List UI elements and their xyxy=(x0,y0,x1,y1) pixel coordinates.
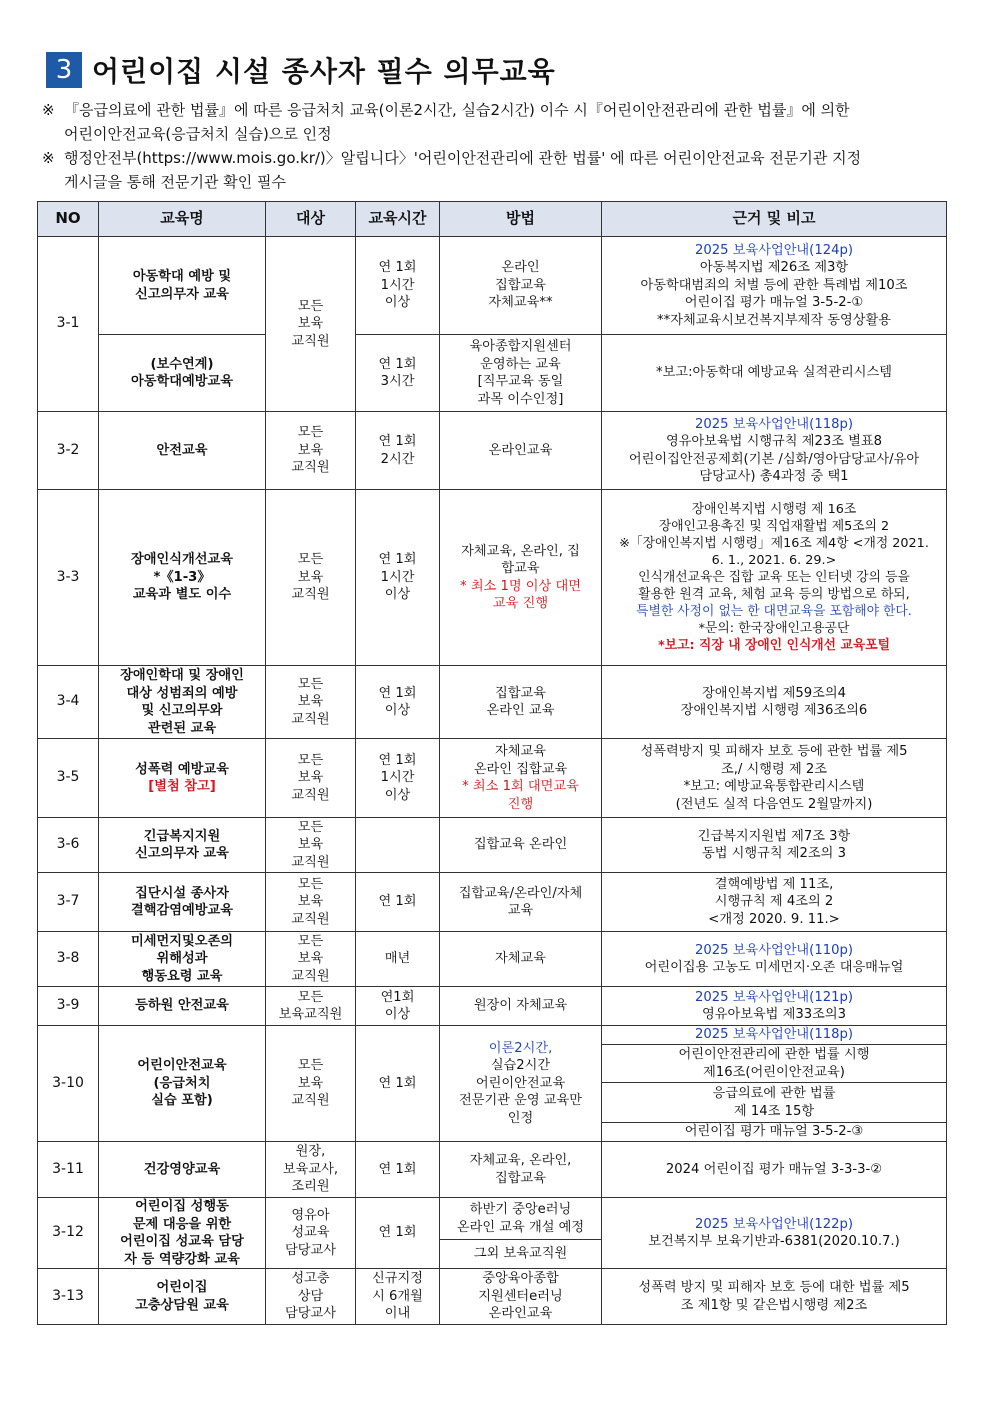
row-no: 3-13 xyxy=(38,1269,99,1325)
note xyxy=(602,818,947,873)
edu-time: 연 1회 xyxy=(356,1026,440,1142)
text-line: 보육교직원 xyxy=(278,1007,343,1022)
text-line: 어린이안전관리에 관한 법률 시행 xyxy=(678,1047,870,1062)
text-line: 지원센터e러닝 xyxy=(478,1288,563,1304)
text-line: 보육 xyxy=(297,837,324,853)
text-line: 모든 xyxy=(297,933,324,949)
text-line: 집합교육/온라인/자체 xyxy=(458,885,583,901)
table-row xyxy=(38,1269,947,1325)
text-line: 응급의료에 관한 법률 xyxy=(712,1086,836,1101)
text-line: 교직원 xyxy=(291,460,330,476)
text-line: ※「장애인복지법 시행령」제16조 제4항 <개정 2021. xyxy=(619,536,929,551)
row-no: 3-3 xyxy=(38,490,99,666)
edu-time xyxy=(356,1269,440,1325)
text-line: 연 1회 xyxy=(378,434,417,449)
note xyxy=(602,666,947,739)
text-line: 긴급복지지원법 제7조 3항 xyxy=(697,828,851,844)
target xyxy=(266,818,356,873)
text-line: 원장, xyxy=(295,1144,326,1160)
text-line: 아동학대 예방 및 xyxy=(132,269,232,284)
text-line: 담당교사) 총4과정 중 택1 xyxy=(699,469,849,484)
note xyxy=(602,1083,947,1123)
text-line: 연 1회 xyxy=(378,685,417,701)
text-line: 2025 보육사업안내(124p) xyxy=(694,242,854,258)
text-line: 보육 xyxy=(297,442,324,458)
text-line: 모든 xyxy=(297,298,324,314)
text-line: (전년도 실적 다음연도 2월말까지) xyxy=(675,796,873,812)
text-line: 긴급복지지원 xyxy=(143,828,221,844)
text-line: 중앙육아종합 xyxy=(482,1271,559,1287)
target xyxy=(266,987,356,1026)
note-line: 행정안전부(https://www.mois.go.kr/)〉알립니다〉'어린이안전관리에 관한 법률' 에 따른 어린이안전교육 전문기관 지정 xyxy=(64,149,862,167)
target xyxy=(266,1026,356,1142)
course-name xyxy=(99,932,266,987)
course-name xyxy=(99,666,266,739)
course-name xyxy=(99,739,266,818)
text-line: 특별한 사정이 없는 한 대면교육을 포함해야 한다. xyxy=(636,604,912,619)
text-line: 보육 xyxy=(297,951,324,967)
table-row xyxy=(38,490,947,666)
text-line: 담당교사 xyxy=(285,1306,336,1322)
note xyxy=(602,739,947,818)
row-no: 3-9 xyxy=(38,987,99,1026)
col-header-time: 교육시간 xyxy=(356,202,440,237)
note-line: 『응급의료에 관한 법률』에 따른 응급처치 교육(이론2시간, 실습2시간) 이수 시『어린이안전관리에 관한 법률』에 의한 xyxy=(64,101,850,119)
note xyxy=(602,932,947,987)
text-line: 자체교육, 온라인, xyxy=(469,1153,572,1168)
edu-time: 매년 xyxy=(356,932,440,987)
text-line: 1시간 xyxy=(380,569,415,585)
target xyxy=(266,412,356,490)
notes xyxy=(42,98,942,194)
text-line: 인식개선교육은 집합 교육 또는 인터넷 강의 등을 xyxy=(638,570,910,585)
text-line: 담당교사 xyxy=(285,1242,336,1258)
note: 2024 어린이집 평가 매뉴얼 3-3-3-② xyxy=(602,1142,947,1198)
table-row xyxy=(38,666,947,739)
method xyxy=(440,237,602,335)
course-name xyxy=(99,818,266,873)
text-line: 모든 xyxy=(297,552,324,568)
target xyxy=(266,873,356,932)
method: 자체교육 xyxy=(440,932,602,987)
text-line: 진행 xyxy=(507,796,534,812)
table-row xyxy=(38,873,947,932)
target xyxy=(266,490,356,666)
note xyxy=(602,412,947,490)
method xyxy=(440,1142,602,1198)
note xyxy=(602,1198,947,1269)
text-line: 모든 xyxy=(297,989,324,1005)
text-line: 어린이집안전공제회(기본 /심화/영아담당교사/유아 xyxy=(628,451,920,467)
note-2 xyxy=(42,146,942,194)
course-name: 안전교육 xyxy=(99,412,266,490)
col-header-name: 교육명 xyxy=(99,202,266,237)
text-line: 보육 xyxy=(297,770,324,786)
text-line: 성폭력 방지 및 피해자 보호 등에 대한 법률 제5 xyxy=(638,1280,910,1295)
text-line: 자체교육, 온라인, 집 xyxy=(461,543,580,559)
note xyxy=(602,873,947,932)
text-line: 영유아보육법 제33조의3 xyxy=(701,1007,846,1022)
text-line: 연 1회 xyxy=(378,752,417,768)
edu-time xyxy=(356,666,440,739)
edu-time xyxy=(356,490,440,666)
course-name xyxy=(99,873,266,932)
text-line: 교직원 xyxy=(291,787,330,803)
row-no: 3-10 xyxy=(38,1026,99,1142)
note: 어린이집 평가 매뉴얼 3-5-2-③ xyxy=(602,1123,947,1142)
row-no: 3-7 xyxy=(38,873,99,932)
row-no: 3-8 xyxy=(38,932,99,987)
note: *보고:아동학대 예방교육 실적관리시스템 xyxy=(602,335,947,412)
text-line: 보건복지부 보육기반과-6381(2020.10.7.) xyxy=(648,1234,900,1249)
edu-time: 연 1회 xyxy=(356,1142,440,1198)
text-line: 모든 xyxy=(297,425,324,441)
edu-time: 연 1회 xyxy=(356,873,440,932)
text-line: 교직원 xyxy=(291,968,330,984)
text-line: 성교육 xyxy=(291,1225,330,1241)
text-line: 어린이안전교육 xyxy=(475,1075,566,1091)
text-line: 집합교육 xyxy=(495,685,546,701)
note xyxy=(602,237,947,335)
text-line: 교직원 xyxy=(291,854,330,870)
text-line: 결핵감염예방교육 xyxy=(131,903,233,918)
text-line: 신고의무자 교육 xyxy=(135,286,229,302)
text-line: 실습 포함) xyxy=(151,1093,213,1109)
text-line: 어린이집 xyxy=(156,1280,208,1295)
text-line: 시행규칙 제 4조의 2 xyxy=(714,894,834,910)
text-line: 이상 xyxy=(384,587,411,603)
text-line: 실습2시간 xyxy=(490,1058,551,1074)
note-line: 어린이안전교육(응급처치 실습)으로 인정 xyxy=(64,125,332,143)
method: 집합교육 온라인 xyxy=(440,818,602,873)
text-line: 조 제1항 및 같은법시행령 제2조 xyxy=(680,1297,868,1313)
text-line: 운영하는 교육 xyxy=(480,356,561,372)
table-row xyxy=(38,237,947,335)
row-no: 3-6 xyxy=(38,818,99,873)
text-line: 상담 xyxy=(297,1288,324,1304)
course-name: 건강영양교육 xyxy=(99,1142,266,1198)
note: 2025 보육사업안내(118p) xyxy=(602,1026,947,1045)
method xyxy=(440,666,602,739)
text-line: 조리원 xyxy=(291,1179,330,1195)
text-line: 장애인복지법 제59조의4 xyxy=(701,685,846,701)
text-line: 고충상담원 교육 xyxy=(135,1297,229,1313)
section-number: 3 xyxy=(46,52,82,88)
text-line: 제16조(어린이안전교육) xyxy=(703,1064,845,1080)
section-header xyxy=(46,50,556,90)
text-line: 어린이안전교육 xyxy=(137,1058,227,1074)
text-line: 하반기 중앙e러닝 xyxy=(469,1202,572,1217)
text-line: 어린이집 평가 매뉴얼 3-5-2-① xyxy=(684,295,864,311)
education-table xyxy=(37,201,947,1325)
note-mark: ※ xyxy=(42,149,55,167)
text-line: 동법 시행규칙 제2조의 3 xyxy=(701,846,846,861)
note xyxy=(602,490,947,666)
method: 온라인교육 xyxy=(440,412,602,490)
method xyxy=(440,1026,602,1142)
text-line: 합교육 xyxy=(501,561,540,576)
table-row xyxy=(38,739,947,818)
text-line: 1시간 xyxy=(380,277,415,293)
text-line: 영유아 xyxy=(291,1207,330,1223)
text-line: 온라인 xyxy=(501,260,540,276)
note-line: 게시글을 통해 전문기관 확인 필수 xyxy=(64,173,286,191)
target xyxy=(266,932,356,987)
text-line: 집단시설 종사자 xyxy=(135,885,229,901)
text-line: 보육 xyxy=(297,694,324,710)
text-line: 아동학대범죄의 처벌 등에 관한 특례법 제10조 xyxy=(640,277,908,293)
text-line: 영유아보육법 시행규칙 제23조 별표8 xyxy=(665,434,883,449)
text-line: 행동요령 교육 xyxy=(141,968,223,984)
text-line: 미세먼지및오존의 xyxy=(131,933,233,949)
text-line: *보고: 예방교육통합관리시스템 xyxy=(683,779,865,794)
edu-time xyxy=(356,335,440,412)
text-line: 교직원 xyxy=(291,911,330,927)
text-line: * 최소 1명 이상 대면 xyxy=(460,578,581,594)
col-header-method: 방법 xyxy=(440,202,602,237)
text-line: 문제 대응을 위한 xyxy=(132,1216,232,1232)
text-line: *《1-3》 xyxy=(153,569,211,585)
text-line: *보고: 직장 내 장애인 인식개선 교육포털 xyxy=(658,638,890,653)
table-row xyxy=(38,1142,947,1198)
col-header-target: 대상 xyxy=(266,202,356,237)
text-line: 연 1회 xyxy=(378,260,417,276)
text-line: 장애인고용촉진 및 직업재활법 제5조의 2 xyxy=(658,519,890,534)
page-title: 어린이집 시설 종사자 필수 의무교육 xyxy=(92,55,556,88)
text-line: 조,/ 시행령 제 2조 xyxy=(720,761,828,777)
text-line: 교직원 xyxy=(291,1093,330,1109)
method: 그외 보육교직원 xyxy=(440,1240,602,1269)
text-line: 대상 성범죄의 예방 xyxy=(126,685,238,701)
course-name: 등하원 안전교육 xyxy=(99,987,266,1026)
text-line: 성폭력 예방교육 xyxy=(135,761,229,777)
text-line: 6. 1., 2021. 6. 29.> xyxy=(711,553,837,568)
text-line: 장애인복지법 시행령 제 16조 xyxy=(691,502,857,517)
text-line: 2025 보육사업안내(118p) xyxy=(694,416,854,432)
text-line: 자체교육 xyxy=(495,744,546,759)
row-no: 3-12 xyxy=(38,1198,99,1269)
table-row xyxy=(38,1198,947,1240)
text-line: 장애인식개선교육 xyxy=(131,552,233,568)
text-line: 모든 xyxy=(297,752,324,768)
edu-time xyxy=(356,237,440,335)
text-line: 2시간 xyxy=(380,451,415,467)
text-line: 모든 xyxy=(297,819,324,835)
text-line: 과목 이수인정] xyxy=(477,391,564,407)
text-line: 교육 진행 xyxy=(492,596,549,611)
row-no: 3-1 xyxy=(38,237,99,412)
course-name xyxy=(99,490,266,666)
row-no: 3-2 xyxy=(38,412,99,490)
text-line: 위해성과 xyxy=(156,951,208,967)
row-no: 3-11 xyxy=(38,1142,99,1198)
method xyxy=(440,739,602,818)
text-line: 이상 xyxy=(384,295,411,311)
note xyxy=(602,1269,947,1325)
edu-time: 연 1회 xyxy=(356,1198,440,1269)
text-line: [별첨 참고] xyxy=(148,779,216,794)
text-line: 아동복지법 제26조 제3항 xyxy=(699,260,849,276)
text-line: 모든 xyxy=(297,676,324,692)
text-line: 신고의무자 교육 xyxy=(135,846,229,861)
text-line: [직무교육 동일 xyxy=(477,374,564,389)
text-line: 교육과 별도 이수 xyxy=(132,587,232,603)
text-line: 이상 xyxy=(384,1007,411,1022)
text-line: 어린이집 성행동 xyxy=(135,1199,229,1214)
course-name xyxy=(99,1026,266,1142)
text-line: 연 1회 xyxy=(378,356,417,372)
text-line: (보수연계) xyxy=(150,356,214,372)
edu-time xyxy=(356,818,440,873)
text-line: 아동학대예방교육 xyxy=(131,374,233,389)
table-row xyxy=(38,932,947,987)
col-header-no: NO xyxy=(38,202,99,237)
target xyxy=(266,739,356,818)
text-line: 2025 보육사업안내(122p) xyxy=(694,1216,854,1232)
note xyxy=(602,1045,947,1083)
table-row xyxy=(38,412,947,490)
table-row xyxy=(38,987,947,1026)
text-line: 성고충 xyxy=(291,1271,330,1287)
text-line: 교직원 xyxy=(291,333,330,349)
method xyxy=(440,873,602,932)
text-line: 3시간 xyxy=(380,374,415,389)
text-line: 어린이집 성교육 담당 xyxy=(120,1234,244,1249)
text-line: * 최소 1회 대면교육 xyxy=(462,779,579,794)
text-line: 보육교사, xyxy=(282,1161,339,1177)
text-line: 교직원 xyxy=(291,587,330,603)
text-line: 장애인학대 및 장애인 xyxy=(120,668,244,683)
text-line: 자체교육** xyxy=(488,295,553,311)
table-row xyxy=(38,1026,947,1045)
edu-time xyxy=(356,987,440,1026)
text-line: 연1회 xyxy=(380,989,415,1005)
text-line: 인정 xyxy=(507,1110,534,1126)
text-line: 연 1회 xyxy=(378,552,417,568)
target xyxy=(266,237,356,412)
text-line: 보육 xyxy=(297,569,324,585)
text-line: 온라인 교육 xyxy=(486,703,555,718)
text-line: 및 신고의무와 xyxy=(141,703,223,718)
row-no: 3-4 xyxy=(38,666,99,739)
text-line: 2025 보육사업안내(110p) xyxy=(694,942,854,958)
course-name xyxy=(99,1269,266,1325)
text-line: <개정 2020. 9. 11.> xyxy=(708,911,840,927)
method xyxy=(440,1269,602,1325)
note-1 xyxy=(42,98,942,146)
text-line: 성폭력방지 및 피해자 보호 등에 관한 법률 제5 xyxy=(640,744,908,759)
text-line: 교육 xyxy=(507,903,534,918)
text-line: 결핵예방법 제 11조, xyxy=(714,876,834,892)
text-line: 장애인복지법 시행령 제36조의6 xyxy=(680,703,868,718)
col-header-note: 근거 및 비고 xyxy=(602,202,947,237)
text-line: 모든 xyxy=(297,1058,324,1074)
text-line: 제 14조 15항 xyxy=(733,1103,815,1119)
text-line: 보육 xyxy=(297,894,324,910)
text-line: 이상 xyxy=(384,703,411,718)
course-name xyxy=(99,237,266,335)
course-name xyxy=(99,1198,266,1269)
text-line: 집합교육 xyxy=(495,1170,546,1186)
course-name xyxy=(99,335,266,412)
text-line: 관련된 교육 xyxy=(147,720,217,736)
text-line: 집합교육 xyxy=(495,277,546,293)
target xyxy=(266,1198,356,1269)
method xyxy=(440,1198,602,1240)
text-line: 교직원 xyxy=(291,711,330,727)
table-row xyxy=(38,335,947,412)
text-line: 모든 xyxy=(297,876,324,892)
text-line: 활용한 원격 교육, 체험 교육 등의 방법으로 하되, xyxy=(638,587,910,602)
method xyxy=(440,490,602,666)
method: 원장이 자체교육 xyxy=(440,987,602,1026)
edu-time xyxy=(356,412,440,490)
text-line: 이상 xyxy=(384,787,411,803)
text-line: 보육 xyxy=(297,1075,324,1091)
target xyxy=(266,1142,356,1198)
text-line: 자 등 역량강화 교육 xyxy=(124,1251,240,1267)
text-line: 온라인 집합교육 xyxy=(473,761,568,777)
edu-time xyxy=(356,739,440,818)
text-line: 전문기관 운영 교육만 xyxy=(458,1093,583,1109)
text-line: 육아종합지원센터 xyxy=(469,339,572,354)
table-row xyxy=(38,818,947,873)
text-line: (응급처치 xyxy=(153,1075,211,1091)
text-line: 이내 xyxy=(384,1306,411,1322)
text-line: *문의: 한국장애인고용공단 xyxy=(698,621,850,636)
text-line: 시 6개월 xyxy=(372,1288,423,1304)
method xyxy=(440,335,602,412)
text-line: 2025 보육사업안내(121p) xyxy=(694,989,854,1005)
table-header-row xyxy=(38,202,947,237)
text-line: 어린이집용 고농도 미세먼지·오존 대응매뉴얼 xyxy=(644,960,904,975)
note xyxy=(602,987,947,1026)
text-line: 신규지정 xyxy=(372,1271,423,1287)
row-no: 3-5 xyxy=(38,739,99,818)
text-line: 온라인교육 xyxy=(488,1306,553,1322)
target xyxy=(266,666,356,739)
text-line: 온라인 교육 개설 예정 xyxy=(456,1219,585,1235)
text-line: 보육 xyxy=(297,316,324,332)
note-mark: ※ xyxy=(42,101,55,119)
target xyxy=(266,1269,356,1325)
text-line: **자체교육시보건복지부제작 동영상활용 xyxy=(657,312,891,328)
text-line: 이론2시간, xyxy=(488,1040,553,1056)
text-line: 1시간 xyxy=(380,770,415,786)
